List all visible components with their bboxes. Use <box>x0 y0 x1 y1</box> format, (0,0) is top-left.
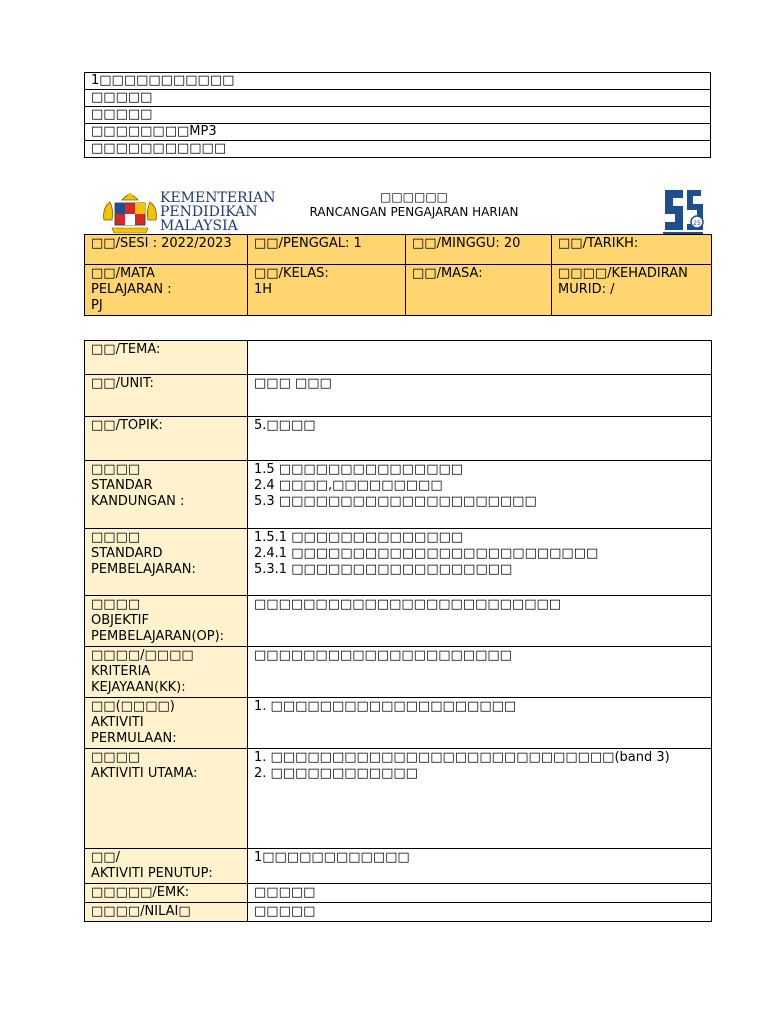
row-value-unit: □□□ □□□ <box>248 375 712 417</box>
info-attendance: □□□□/KEHADIRAN MURID: / <box>552 265 712 316</box>
row-label-closing-activity: □□/ AKTIVITI PENUTUP: <box>85 849 248 884</box>
row-label-learning-objective: □□□□ OBJEKTIF PEMBELAJARAN(OP): <box>85 596 248 647</box>
info-table <box>84 234 712 316</box>
row-value-values: □□□□□ <box>248 903 712 922</box>
row-value-content-standard: 1.5 □□□□□□□□□□□□□□□ 2.4 □□□□,□□□□□□□□□ 5.3 □□□□□□□□□□□□□□□□□□□□□ <box>248 461 712 529</box>
info-week: □□/MINGGU: 20 <box>406 235 552 265</box>
row-value-theme <box>248 341 712 375</box>
row-value-learning-standard: 1.5.1 □□□□□□□□□□□□□□ 2.4.1 □□□□□□□□□□□□□□□□□□□□□□□□□ 5.3.1 □□□□□□□□□□□□□□□□□□ <box>248 529 712 596</box>
info-term: □□/PENGGAL: 1 <box>248 235 406 265</box>
row-label-learning-standard: □□□□ STANDARD PEMBELAJARAN: <box>85 529 248 596</box>
row-label-unit: □□/UNIT: <box>85 375 248 417</box>
equipment-item: □□□□□ <box>85 90 711 107</box>
row-label-values: □□□□/NILAI□ <box>85 903 248 922</box>
equipment-item: □□□□□□□□□□□ <box>85 141 711 158</box>
title-malay: RANCANGAN PENGAJARAN HARIAN <box>309 205 519 219</box>
row-value-topic: 5.□□□□ <box>248 417 712 461</box>
info-class: □□/KELAS: 1H <box>248 265 406 316</box>
equipment-table <box>84 72 711 158</box>
equipment-item: □□□□□□□□MP3 <box>85 124 711 141</box>
svg-text:25: 25 <box>693 220 701 227</box>
info-date: □□/TARIKH: <box>552 235 712 265</box>
row-label-main-activity: □□□□ AKTIVITI UTAMA: <box>85 749 248 849</box>
row-label-theme: □□/TEMA: <box>85 341 248 375</box>
row-value-emk: □□□□□ <box>248 884 712 903</box>
row-label-success-criteria: □□□□/□□□□ KRITERIA KEJAYAAN(KK): <box>85 647 248 698</box>
row-value-success-criteria: □□□□□□□□□□□□□□□□□□□□□ <box>248 647 712 698</box>
info-subject: □□/MATA PELAJARAN : PJ <box>85 265 248 316</box>
row-label-emk: □□□□□/EMK: <box>85 884 248 903</box>
title-cn: □□□□□□ <box>379 190 449 204</box>
equipment-item: □□□□□ <box>85 107 711 124</box>
row-value-closing-activity: 1□□□□□□□□□□□□ <box>248 849 712 884</box>
moe-logo-text: KEMENTERIAN PENDIDIKAN MALAYSIA <box>160 190 276 234</box>
row-label-topic: □□/TOPIK: <box>85 417 248 461</box>
row-value-learning-objective: □□□□□□□□□□□□□□□□□□□□□□□□□ <box>248 596 712 647</box>
info-time: □□/MASA: <box>406 265 552 316</box>
page-title <box>284 190 544 220</box>
info-session: □□/SESI : 2022/2023 <box>85 235 248 265</box>
row-value-main-activity: 1. □□□□□□□□□□□□□□□□□□□□□□□□□□□□(band 3) 2. □□□□□□□□□□□□ <box>248 749 712 849</box>
row-value-opening-activity: 1. □□□□□□□□□□□□□□□□□□□□ <box>248 698 712 749</box>
lesson-plan-table <box>84 340 712 922</box>
row-label-opening-activity: □□(□□□□) AKTIVITI PERMULAAN: <box>85 698 248 749</box>
document-header <box>84 186 711 234</box>
row-label-content-standard: □□□□ STANDAR KANDUNGAN : <box>85 461 248 529</box>
school-logo <box>659 186 707 236</box>
equipment-item: 1□□□□□□□□□□□ <box>85 73 711 90</box>
